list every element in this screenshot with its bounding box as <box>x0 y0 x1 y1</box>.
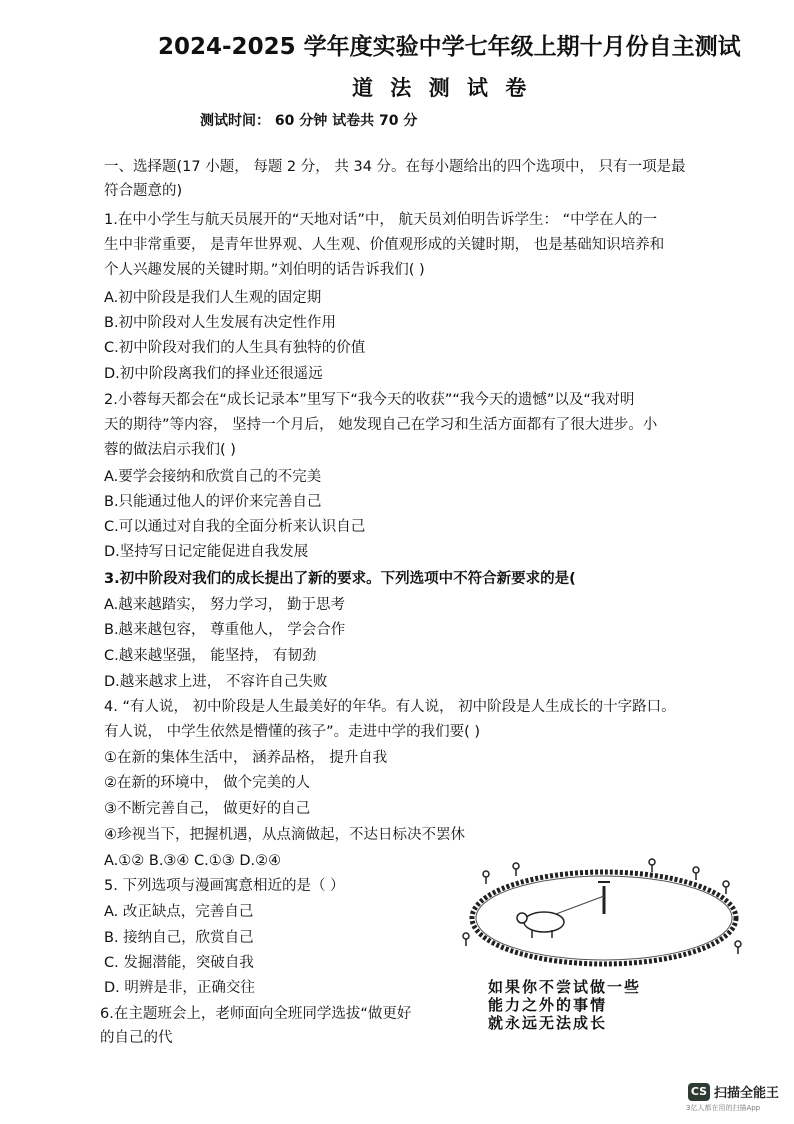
scanner-logo-icon: CS <box>688 1083 710 1101</box>
scanner-app-tagline: 3亿人都在用的扫描App <box>686 1104 761 1112</box>
q2-stem-end: 蓉的做法启示我们( ) <box>104 442 236 458</box>
q1-stem: 1.在中小学生与航天员展开的“天地对话”中， 航天员刘伯明告诉学生： “中学在人的一 <box>104 212 658 228</box>
q5-option-c: C. 发掘潜能，突破自我 <box>104 955 254 971</box>
q1-option-c: C.初中阶段对我们的人生具有独特的价值 <box>104 340 366 356</box>
q5-option-b: B. 接纳自己，欣赏自己 <box>104 930 254 946</box>
q1-option-b: B.初中阶段对人生发展有决定性作用 <box>104 315 337 331</box>
q5-option-a: A. 改正缺点，完善自己 <box>104 904 254 920</box>
q1-stem-cont: 生中非常重要， 是青年世界观、人生观、价值观形成的关键时期， 也是基础知识培养和 <box>104 237 665 253</box>
section-heading: 一、选择题(17 小题， 每题 2 分， 共 34 分。在每小题给出的四个选项中， 只有一项是最 <box>104 159 686 175</box>
q4-stem: 4. “有人说， 初中阶段是人生最美好的年华。有人说， 初中阶段是人生成长的十字路口。 <box>104 699 676 715</box>
q4-statement-1: ①在新的集体生活中， 涵养品格， 提升自我 <box>104 750 388 766</box>
q3-option-c: C.越来越坚强， 能坚持， 有韧劲 <box>104 648 317 664</box>
q4-statement-2: ②在新的环境中， 做个完美的人 <box>104 775 311 791</box>
q2-option-a: A.要学会接纳和欣赏自己的不完美 <box>104 469 322 485</box>
q4-options: A.①② B.③④ C.①③ D.②④ <box>104 853 282 869</box>
q6-stem-cont: 的自己的代 <box>100 1030 173 1046</box>
q3-stem: 3.初中阶段对我们的成长提出了新的要求。下列选项中不符合新要求的是( <box>104 571 576 587</box>
q6-stem: 6.在主题班会上，老师面向全班同学选拔“做更好 <box>100 1006 412 1022</box>
q2-option-b: B.只能通过他人的评价来完善自己 <box>104 494 322 510</box>
scanner-app-name: 扫描全能王 <box>714 1086 780 1101</box>
exam-meta: 测试时间： 60 分钟 试卷共 70 分 <box>200 113 418 129</box>
cartoon-sheep <box>517 912 564 938</box>
cartoon-caption-line1: 如果你不尝试做一些 <box>488 978 642 996</box>
q3-option-d: D.越来越求上进， 不容许自己失败 <box>104 674 328 690</box>
cartoon-caption-line2: 能力之外的事情 <box>488 996 608 1014</box>
q2-stem-cont: 天的期待”等内容， 坚持一个月后， 她发现自己在学习和生活方面都有了很大进步。小 <box>104 417 658 433</box>
q1-option-a: A.初中阶段是我们人生观的固定期 <box>104 290 322 306</box>
q1-stem-end: 个人兴趣发展的关键时期。”刘伯明的话告诉我们( ) <box>104 262 425 278</box>
q5-option-d: D. 明辨是非，正确交往 <box>104 980 255 996</box>
q2-option-c: C.可以通过对自我的全面分析来认识自己 <box>104 519 366 535</box>
q3-option-a: A.越来越踏实， 努力学习， 勤于思考 <box>104 597 345 613</box>
q4-statement-4: ④珍视当下，把握机遇，从点滴做起，不达日标决不罢休 <box>104 827 465 843</box>
cartoon-illustration <box>456 852 746 972</box>
exam-title: 2024-2025 学年度实验中学七年级上期十月份自主测试 <box>158 34 741 60</box>
cartoon-caption-line3: 就永远无法成长 <box>488 1014 608 1032</box>
q5-stem: 5. 下列选项与漫画寓意相近的是（ ） <box>104 878 345 894</box>
q2-stem: 2.小蓉每天都会在“成长记录本”里写下“我今天的收获”“我今天的遗憾”以及“我对明 <box>104 392 635 408</box>
q4-statement-3: ③不断完善自己， 做更好的自己 <box>104 801 311 817</box>
q4-stem-cont: 有人说， 中学生依然是懵懂的孩子”。走进中学的我们要( ) <box>104 724 481 740</box>
exam-subtitle: 道 法 测 试 卷 <box>352 75 532 100</box>
cartoon-rope <box>556 896 604 914</box>
q1-option-d: D.初中阶段离我们的择业还很遥远 <box>104 366 323 382</box>
section-heading-cont: 符合题意的) <box>104 183 183 199</box>
q3-option-b: B.越来越包容， 尊重他人， 学会合作 <box>104 622 346 638</box>
q2-option-d: D.坚持写日记定能促进自我发展 <box>104 544 309 560</box>
cartoon-circle-fence <box>472 872 736 964</box>
